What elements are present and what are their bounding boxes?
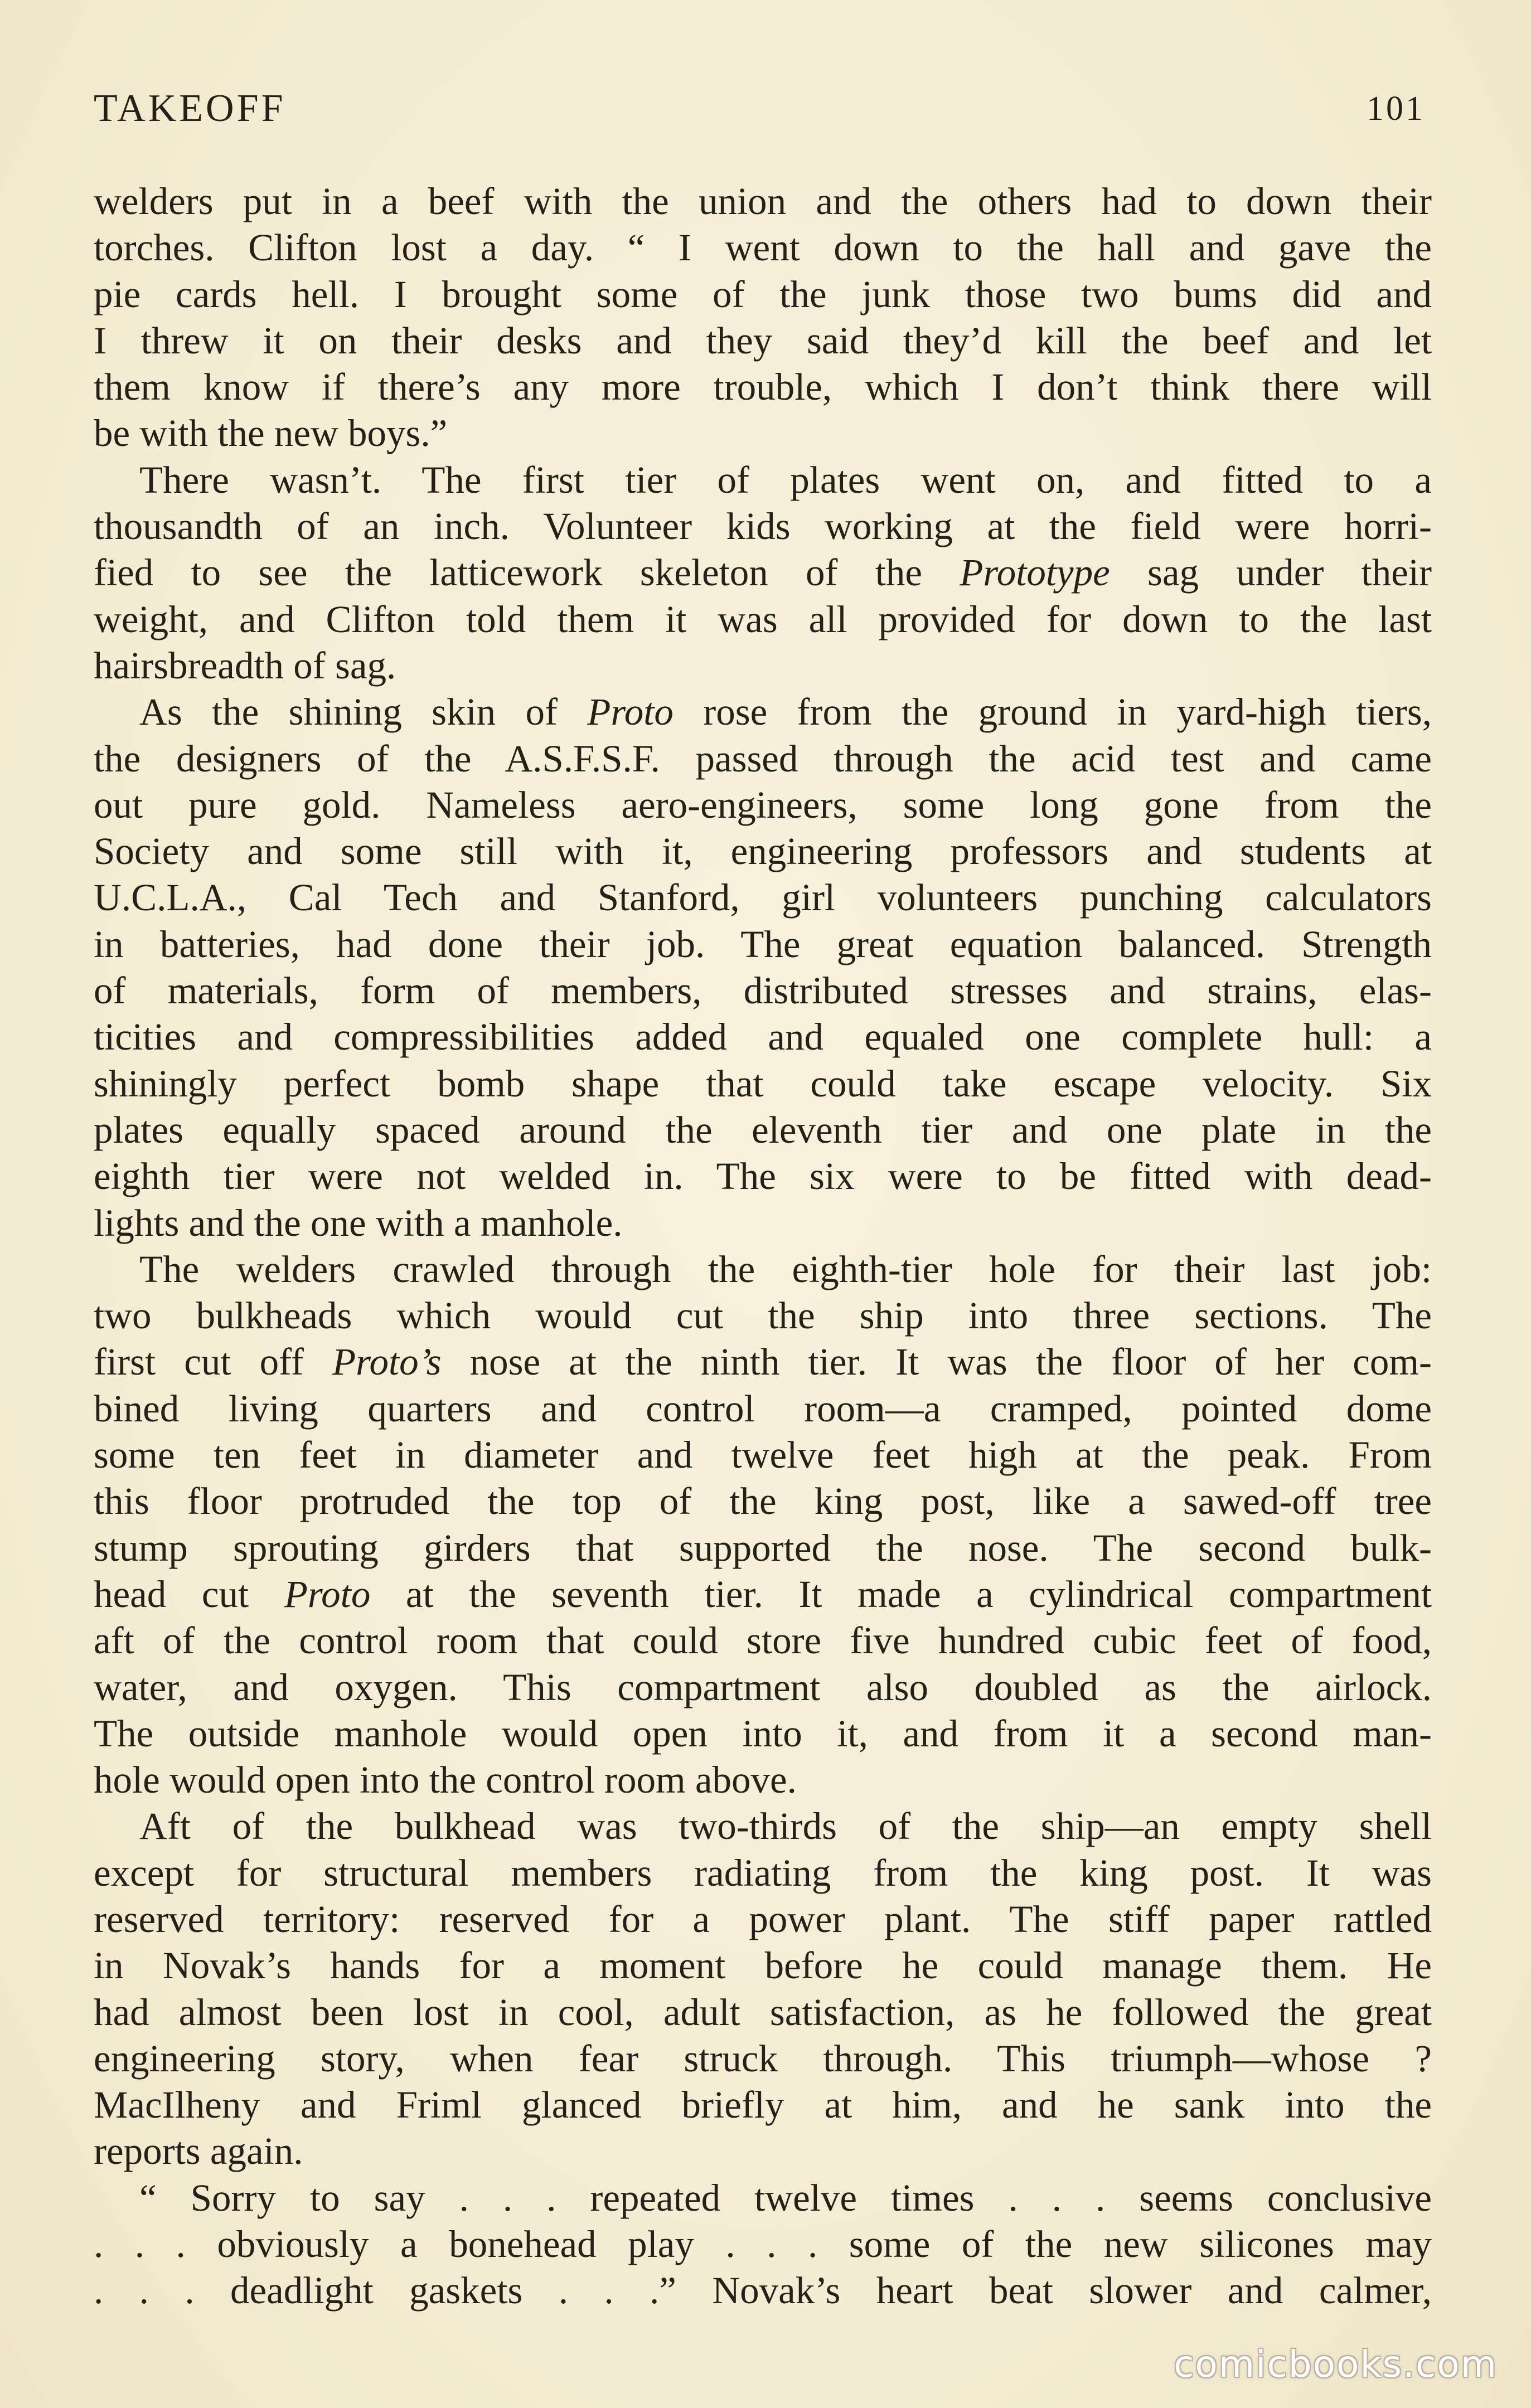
- text-line: some ten feet in diameter and twelve feet high at the peak. From: [94, 1434, 1432, 1477]
- page-header: [94, 84, 1425, 134]
- watermark-logo: comicbooks.com: [1174, 2343, 1498, 2386]
- text-line: [94, 1339, 1432, 1385]
- italic-title: Prototype: [960, 551, 1110, 594]
- text-line: bined living quarters and control room—a cramped, pointed dome: [94, 1387, 1432, 1430]
- text-line: The welders crawled through the eighth-tier hole for their last job:: [139, 1247, 1432, 1290]
- text-line: of materials, form of members, distributed stresses and strains, elas-: [94, 969, 1432, 1012]
- text-line: reports again.: [94, 2130, 303, 2173]
- text-line: had almost been lost in cool, adult satisfaction, as he followed the great: [94, 1991, 1432, 2033]
- text-line: . . . deadlight gaskets . . .” Novak’s heart beat slower and calmer,: [94, 2269, 1432, 2312]
- text-line: be with the new boys.”: [94, 412, 448, 455]
- text-line: except for structural members radiating from the king post. It was: [94, 1851, 1432, 1894]
- text-line: two bulkheads which would cut the ship into three sections. The: [94, 1294, 1432, 1337]
- text-line: engineering story, when fear struck through. This triumph—whose ?: [94, 2037, 1432, 2080]
- text-line: stump sprouting girders that supported the nose. The second bulk-: [94, 1526, 1432, 1569]
- text-segment: sag under their: [1110, 551, 1432, 594]
- text-line: U.C.L.A., Cal Tech and Stanford, girl volunteers punching calculators: [94, 876, 1432, 919]
- text-segment: fied to see the latticework skeleton of the: [94, 551, 960, 594]
- text-line: ticities and compressibilities added and equaled one complete hull: a: [94, 1016, 1432, 1059]
- text-line: Society and some still with it, engineering professors and students at: [94, 830, 1432, 873]
- text-segment: at the seventh tier. It made a cylindrical compartment: [370, 1572, 1432, 1615]
- text-line: eighth tier were not welded in. The six were to be fitted with dead-: [94, 1155, 1432, 1198]
- text-line: pie cards hell. I brought some of the junk those two bums did and: [94, 273, 1432, 315]
- text-line: welders put in a beef with the union and the others had to down their: [94, 180, 1432, 222]
- italic-title: Proto: [587, 691, 674, 734]
- body-text: [94, 178, 1432, 2314]
- text-line: plates equally spaced around the eleventh tier and one plate in the: [94, 1108, 1432, 1151]
- text-segment: rose from the ground in yard-high tiers,: [673, 691, 1432, 734]
- text-line: The outside manhole would open into it, and from it a second man-: [94, 1712, 1432, 1755]
- text-line: reserved territory: reserved for a power plant. The stiff paper rattled: [94, 1897, 1432, 1940]
- text-line: “ Sorry to say . . . repeated twelve times . . . seems conclusive: [139, 2176, 1432, 2219]
- text-line: water, and oxygen. This compartment also doubled as the airlock.: [94, 1666, 1432, 1708]
- text-line: I threw it on their desks and they said they’d kill the beef and let: [94, 319, 1432, 362]
- text-line: hairsbreadth of sag.: [94, 644, 396, 687]
- text-line: MacIlheny and Friml glanced briefly at him, and he sank into the: [94, 2084, 1432, 2127]
- page-number: 101: [1367, 90, 1425, 128]
- italic-title: Proto’s: [332, 1341, 442, 1383]
- text-line: thousandth of an inch. Volunteer kids working at the field were horri-: [94, 505, 1432, 548]
- text-line: [94, 1571, 1432, 1618]
- text-line: in batteries, had done their job. The great equation balanced. Strength: [94, 923, 1432, 965]
- text-line: hole would open into the control room above.: [94, 1759, 797, 1802]
- text-line: Aft of the bulkhead was two-thirds of the ship—an empty shell: [139, 1805, 1432, 1848]
- text-line: [94, 550, 1432, 596]
- text-line: them know if there’s any more trouble, which I don’t think there will: [94, 366, 1432, 409]
- text-line: shiningly perfect bomb shape that could take escape velocity. Six: [94, 1062, 1432, 1105]
- text-line: lights and the one with a manhole.: [94, 1201, 623, 1244]
- text-line: There wasn’t. The first tier of plates went on, and fitted to a: [139, 458, 1432, 501]
- text-segment: first cut off: [94, 1341, 333, 1383]
- text-segment: nose at the ninth tier. It was the floor of her com-: [441, 1341, 1432, 1383]
- text-line: this floor protruded the top of the king post, like a sawed-off tree: [94, 1480, 1432, 1523]
- text-line: [94, 689, 1432, 735]
- text-line: out pure gold. Nameless aero-engineers, some long gone from the: [94, 783, 1432, 826]
- text-segment: As the shining skin of: [139, 691, 588, 734]
- text-line: weight, and Clifton told them it was all provided for down to the last: [94, 598, 1432, 640]
- text-line: in Novak’s hands for a moment before he could manage them. He: [94, 1944, 1432, 1987]
- text-line: the designers of the A.S.F.S.F. passed through the acid test and came: [94, 737, 1432, 780]
- text-line: torches. Clifton lost a day. “ I went down to the hall and gave the: [94, 226, 1432, 269]
- italic-title: Proto: [284, 1572, 371, 1615]
- running-head: TAKEOFF: [94, 87, 286, 130]
- text-line: aft of the control room that could store five hundred cubic feet of food,: [94, 1619, 1432, 1662]
- text-line: . . . obviously a bonehead play . . . some of the new silicones may: [94, 2223, 1432, 2266]
- text-segment: head cut: [94, 1572, 284, 1615]
